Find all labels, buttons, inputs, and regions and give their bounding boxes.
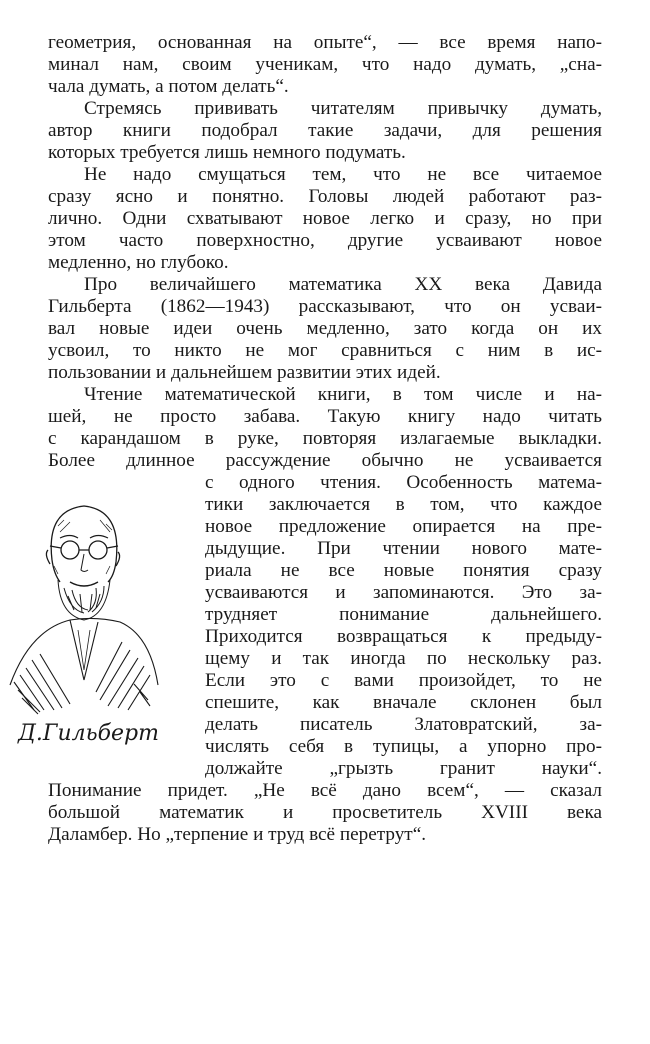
text-line: пользовании и дальнейшем развитии этих идей. <box>48 362 441 383</box>
text-line: Приходится возвращаться к предыду- <box>205 626 602 647</box>
text-line: Гильберта (1862—1943) рассказывают, что он усваи- <box>48 296 602 317</box>
text-line: усвоил, то никто не мог сравниться с ним в ис- <box>48 340 602 361</box>
portrait-figure <box>0 470 160 740</box>
text-line: чала думать, а потом делать“. <box>48 76 289 97</box>
text-line: Если это с вами произойдет, то не <box>205 670 602 691</box>
text-line: Про величайшего математика XX века Давида <box>84 274 602 295</box>
text-line: которых требуется лишь немного подумать. <box>48 142 406 163</box>
text-line: усваиваются и запоминаются. Это за- <box>205 582 602 603</box>
text-line: Понимание придет. „Не всё дано всем“, — сказал <box>48 780 602 801</box>
text-line: дыдущие. При чтении нового мате- <box>205 538 602 559</box>
text-line: этом часто поверхностно, другие усваивают новое <box>48 230 602 251</box>
text-line: щему и так иногда по нескольку раз. <box>205 648 602 669</box>
text-line: геометрия, основанная на опыте“, — все время напо- <box>48 32 602 53</box>
text-line: Даламбер. Но „терпение и труд всё перетрут“. <box>48 824 427 845</box>
text-line: медленно, но глубоко. <box>48 252 229 273</box>
text-line: с карандашом в руке, повторяя излагаемые выкладки. <box>48 428 602 449</box>
text-line: риала не все новые понятия сразу <box>205 560 602 581</box>
text-line: Стремясь прививать читателям привычку думать, <box>84 98 602 119</box>
text-line: шей, не просто забава. Такую книгу надо читать <box>48 406 602 427</box>
text-line: тики заключается в том, что каждое <box>205 494 602 515</box>
text-line: трудняет понимание дальнейшего. <box>205 604 602 625</box>
text-line: Более длинное рассуждение обычно не усваивается <box>48 450 602 471</box>
text-line: автор книги подобрал такие задачи, для решения <box>48 120 602 141</box>
text-line: Не надо смущаться тем, что не все читаемое <box>84 164 602 185</box>
portrait-icon <box>0 470 160 740</box>
portrait-signature: Д.Гильберт <box>18 721 159 746</box>
text-line: минал нам, своим ученикам, что надо думать, „сна- <box>48 54 602 75</box>
text-line: Чтение математической книги, в том числе и на- <box>84 384 602 405</box>
text-line: с одного чтения. Особенность матема- <box>205 472 602 493</box>
text-line: новое предложение опирается на пре- <box>205 516 602 537</box>
text-line: спешите, как вначале склонен был <box>205 692 602 713</box>
text-line: делать писатель Златовратский, за- <box>205 714 602 735</box>
text-line: вал новые идеи очень медленно, зато когда он их <box>48 318 602 339</box>
text-line: большой математик и просветитель XVIII века <box>48 802 602 823</box>
text-line: числять себя в тупицы, а упорно про- <box>205 736 602 757</box>
text-line: должайте „грызть гранит науки“. <box>205 758 602 779</box>
text-line: лично. Одни схватывают новое легко и сразу, но при <box>48 208 602 229</box>
text-line: сразу ясно и понятно. Головы людей работают раз- <box>48 186 602 207</box>
